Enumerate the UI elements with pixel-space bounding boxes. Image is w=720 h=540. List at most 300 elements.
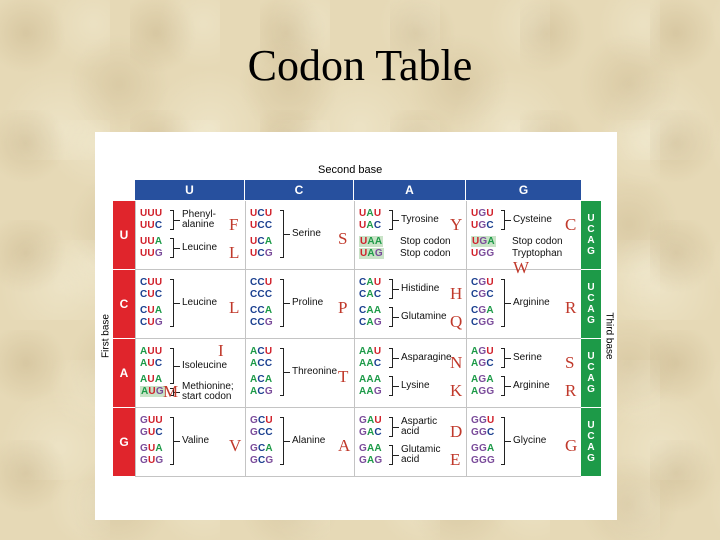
bracket-connector <box>505 303 511 304</box>
amino-acid-label <box>513 215 552 225</box>
nucleotide-u: U <box>140 236 148 247</box>
nucleotide-g: G <box>374 248 383 259</box>
nucleotide-u: U <box>486 277 494 288</box>
one-letter-code-e: E <box>450 450 461 469</box>
nucleotide-g: G <box>478 386 487 397</box>
third-base-letter: U <box>587 351 595 362</box>
nucleotide-a: A <box>154 374 163 385</box>
third-base-letter: C <box>587 362 595 373</box>
codon-gcu <box>250 415 273 426</box>
nucleotide-u: U <box>250 248 258 259</box>
one-letter-code-h: H <box>450 284 463 303</box>
nucleotide-u: U <box>250 236 258 247</box>
nucleotide-u: U <box>373 277 382 288</box>
amino-acid-label <box>513 381 550 391</box>
nucleotide-u: U <box>147 415 156 426</box>
codon-caa <box>359 305 381 316</box>
one-letter-code-q: Q <box>450 312 463 331</box>
first-base-c: C <box>113 270 135 338</box>
codon-cuu <box>140 277 162 288</box>
nucleotide-u: U <box>250 220 258 231</box>
codon-ucu <box>250 208 272 219</box>
nucleotide-g: G <box>373 386 382 397</box>
one-letter-code-l: L <box>229 298 240 317</box>
nucleotide-a: A <box>250 358 258 369</box>
codon-aag <box>359 386 382 397</box>
amino-acid-label <box>182 382 234 402</box>
nucleotide-a: A <box>366 220 374 231</box>
nucleotide-g: G <box>264 317 273 328</box>
codon-uug <box>140 248 163 259</box>
nucleotide-g: G <box>359 415 367 426</box>
codon-ccu <box>250 277 272 288</box>
nucleotide-u: U <box>155 415 163 426</box>
nucleotide-c: C <box>140 317 148 328</box>
nucleotide-u: U <box>486 208 494 219</box>
bracket-connector <box>284 303 290 304</box>
nucleotide-u: U <box>147 346 155 357</box>
nucleotide-g: G <box>264 386 273 397</box>
nucleotide-c: C <box>154 220 163 231</box>
nucleotide-g: G <box>479 236 488 247</box>
nucleotide-a: A <box>264 374 273 385</box>
nucleotide-c: C <box>359 305 367 316</box>
bracket-connector <box>174 441 180 442</box>
nucleotide-u: U <box>264 346 273 357</box>
nucleotide-c: C <box>154 358 163 369</box>
nucleotide-a: A <box>140 346 148 357</box>
one-letter-code-d: D <box>450 422 463 441</box>
nucleotide-u: U <box>359 220 367 231</box>
nucleotide-g: G <box>250 455 258 466</box>
first-base-g: G <box>113 408 135 476</box>
third-base-letter: C <box>587 431 595 442</box>
one-letter-code-n: N <box>450 353 463 372</box>
nucleotide-c: C <box>257 443 266 454</box>
nucleotide-a: A <box>366 208 374 219</box>
nucleotide-u: U <box>147 289 155 300</box>
amino-acid-label-line: acid <box>401 426 420 437</box>
amino-acid-label-line: Tryptophan <box>512 248 563 259</box>
third-base-letter: A <box>587 373 595 384</box>
nucleotide-c: C <box>155 427 163 438</box>
nucleotide-c: C <box>257 317 265 328</box>
nucleotide-a: A <box>366 305 374 316</box>
codon-cua <box>140 305 162 316</box>
nucleotide-g: G <box>359 455 367 466</box>
nucleotide-a: A <box>264 305 273 316</box>
nucleotide-a: A <box>359 386 367 397</box>
codon-gug <box>140 455 163 466</box>
nucleotide-c: C <box>250 305 258 316</box>
amino-acid-label-line: Threonine <box>292 366 338 377</box>
amino-acid-label-line: Glutamine <box>401 311 447 322</box>
amino-acid-label <box>513 436 546 446</box>
nucleotide-u: U <box>472 236 480 247</box>
first-base-label: First base <box>100 314 112 358</box>
amino-acid-label-line: start codon <box>182 391 232 402</box>
nucleotide-u: U <box>147 236 155 247</box>
nucleotide-g: G <box>486 455 495 466</box>
nucleotide-a: A <box>471 358 479 369</box>
third-base-letter: U <box>587 420 595 431</box>
codon-ucc <box>250 220 272 231</box>
nucleotide-c: C <box>359 317 367 328</box>
nucleotide-a: A <box>140 358 148 369</box>
amino-acid-label-line: Aspartic <box>401 416 438 427</box>
nucleotide-u: U <box>147 427 156 438</box>
nucleotide-c: C <box>257 208 265 219</box>
codon-gga <box>471 443 494 454</box>
bracket-connector <box>393 427 399 428</box>
codon-agu <box>471 346 494 357</box>
third-base-letter: A <box>587 304 595 315</box>
amino-acid-label-line: Cysteine <box>513 214 552 225</box>
codon-uca <box>250 236 272 247</box>
one-letter-code-k: K <box>450 381 463 400</box>
nucleotide-g: G <box>359 443 367 454</box>
bracket-connector <box>174 303 180 304</box>
header-corner <box>113 180 135 200</box>
amino-acid-label <box>182 436 209 446</box>
nucleotide-g: G <box>486 248 495 259</box>
nucleotide-c: C <box>264 358 273 369</box>
nucleotide-a: A <box>471 374 479 385</box>
codon-gca <box>250 443 273 454</box>
nucleotide-u: U <box>147 220 155 231</box>
nucleotide-a: A <box>487 236 495 247</box>
nucleotide-a: A <box>366 374 374 385</box>
nucleotide-c: C <box>373 358 382 369</box>
nucleotide-c: C <box>257 346 265 357</box>
codon-uuc <box>140 220 162 231</box>
codon-cgc <box>471 289 494 300</box>
nucleotide-c: C <box>257 236 265 247</box>
codon-gag <box>359 455 382 466</box>
one-letter-code-r: R <box>565 381 577 400</box>
nucleotide-a: A <box>250 346 258 357</box>
nucleotide-g: G <box>250 443 258 454</box>
one-letter-code-m: M <box>163 382 179 401</box>
second-base-header-g: G <box>466 180 581 200</box>
one-letter-code-v: V <box>229 436 242 455</box>
nucleotide-u: U <box>147 305 155 316</box>
amino-acid-label-line: Isoleucine <box>182 360 228 371</box>
nucleotide-a: A <box>359 374 367 385</box>
codon-aga <box>471 374 494 385</box>
codon-agc <box>471 358 494 369</box>
third-base-letter: A <box>587 442 595 453</box>
nucleotide-u: U <box>486 415 495 426</box>
nucleotide-c: C <box>257 277 265 288</box>
nucleotide-g: G <box>140 427 148 438</box>
nucleotide-g: G <box>478 220 487 231</box>
codon-uuu <box>140 208 162 219</box>
one-letter-code-g: G <box>565 436 578 455</box>
codon-acu <box>250 346 272 357</box>
nucleotide-u: U <box>147 374 155 385</box>
nucleotide-a: A <box>366 427 375 438</box>
amino-acid-label-line: Alanine <box>292 435 326 446</box>
nucleotide-c: C <box>265 427 273 438</box>
nucleotide-u: U <box>373 208 382 219</box>
nucleotide-g: G <box>373 317 382 328</box>
codon-cug <box>140 317 163 328</box>
nucleotide-u: U <box>154 277 163 288</box>
codon-aua <box>140 374 162 385</box>
nucleotide-c: C <box>257 248 265 259</box>
amino-acid-label <box>513 298 550 308</box>
nucleotide-c: C <box>257 220 265 231</box>
nucleotide-c: C <box>264 289 273 300</box>
third-base-letter: C <box>587 224 595 235</box>
one-letter-code-s: S <box>565 353 575 372</box>
codon-aug <box>140 386 165 397</box>
nucleotide-g: G <box>154 248 163 259</box>
nucleotide-g: G <box>264 248 273 259</box>
nucleotide-c: C <box>140 289 148 300</box>
codon-ggc <box>471 427 494 438</box>
nucleotide-u: U <box>486 346 494 357</box>
bracket-connector <box>393 358 399 359</box>
nucleotide-c: C <box>257 386 265 397</box>
nucleotide-c: C <box>257 427 266 438</box>
nucleotide-a: A <box>374 443 382 454</box>
amino-acid-label-line: Valine <box>182 435 210 446</box>
nucleotide-g: G <box>471 443 479 454</box>
one-letter-code-l: L <box>229 243 240 262</box>
amino-acid-label <box>182 298 217 308</box>
nucleotide-g: G <box>478 305 487 316</box>
nucleotide-u: U <box>147 248 155 259</box>
codon-cau <box>359 277 381 288</box>
nucleotide-g: G <box>478 346 487 357</box>
nucleotide-c: C <box>250 317 258 328</box>
third-base-column-g <box>581 408 601 476</box>
nucleotide-a: A <box>486 443 495 454</box>
nucleotide-a: A <box>366 386 374 397</box>
second-base-header-a: A <box>354 180 465 200</box>
bracket-connector <box>505 386 511 387</box>
amino-acid-label <box>401 312 447 322</box>
nucleotide-a: A <box>373 305 382 316</box>
nucleotide-g: G <box>140 443 148 454</box>
amino-acid-label-line: Methionine; <box>182 381 234 392</box>
amino-acid-label-line: Stop codon <box>512 236 563 247</box>
bracket-connector <box>505 441 511 442</box>
nucleotide-u: U <box>374 415 382 426</box>
third-base-column-u <box>581 201 601 269</box>
nucleotide-g: G <box>471 455 479 466</box>
codon-auc <box>140 358 162 369</box>
amino-acid-label-line: Leucine <box>182 242 218 253</box>
third-base-letter: U <box>587 282 595 293</box>
nucleotide-c: C <box>359 289 367 300</box>
codon-uac <box>359 220 381 231</box>
nucleotide-u: U <box>147 317 155 328</box>
nucleotide-c: C <box>471 305 479 316</box>
codon-cuc <box>140 289 162 300</box>
codon-aac <box>359 358 381 369</box>
nucleotide-a: A <box>486 374 494 385</box>
nucleotide-g: G <box>478 289 487 300</box>
amino-acid-label <box>401 284 439 294</box>
codon-gau <box>359 415 382 426</box>
codon-cag <box>359 317 382 328</box>
nucleotide-c: C <box>359 277 367 288</box>
nucleotide-g: G <box>265 455 274 466</box>
third-base-letter: A <box>587 235 595 246</box>
nucleotide-g: G <box>140 455 148 466</box>
nucleotide-g: G <box>478 415 487 426</box>
nucleotide-c: C <box>257 305 265 316</box>
amino-acid-label-line: Glutamic <box>401 444 441 455</box>
nucleotide-c: C <box>486 289 494 300</box>
nucleotide-c: C <box>373 289 382 300</box>
amino-acid-label-line: Lysine <box>401 380 430 391</box>
nucleotide-c: C <box>486 427 495 438</box>
first-base-u: U <box>113 201 135 269</box>
bracket-connector <box>284 441 290 442</box>
amino-acid-label <box>401 215 439 225</box>
codon-ugu <box>471 208 494 219</box>
nucleotide-u: U <box>250 208 258 219</box>
amino-acid-label <box>512 237 563 247</box>
nucleotide-u: U <box>154 208 163 219</box>
codon-aaa <box>359 374 381 385</box>
third-base-letter: G <box>587 315 595 326</box>
amino-acid-label-line: Histidine <box>401 283 440 294</box>
nucleotide-a: A <box>366 277 374 288</box>
nucleotide-g: G <box>478 358 487 369</box>
nucleotide-a: A <box>471 386 479 397</box>
amino-acid-label <box>182 243 217 253</box>
nucleotide-g: G <box>478 455 487 466</box>
codon-ucg <box>250 248 273 259</box>
nucleotide-u: U <box>147 208 155 219</box>
third-base-column-a <box>581 339 601 407</box>
second-base-header-u: U <box>135 180 244 200</box>
nucleotide-a: A <box>359 358 367 369</box>
nucleotide-a: A <box>265 443 273 454</box>
codon-cac <box>359 289 381 300</box>
amino-acid-label <box>292 367 337 377</box>
nucleotide-g: G <box>478 208 487 219</box>
nucleotide-u: U <box>471 208 479 219</box>
nucleotide-c: C <box>154 289 163 300</box>
nucleotide-u: U <box>154 346 163 357</box>
amino-acid-label <box>400 249 451 259</box>
nucleotide-c: C <box>471 317 479 328</box>
codon-cca <box>250 305 272 316</box>
nucleotide-u: U <box>264 277 273 288</box>
nucleotide-c: C <box>486 220 494 231</box>
amino-acid-label-line: Stop codon <box>400 236 451 247</box>
amino-acid-label-line: Asparagine <box>401 352 452 363</box>
nucleotide-g: G <box>486 317 495 328</box>
bracket-connector <box>393 455 399 456</box>
codon-aca <box>250 374 272 385</box>
nucleotide-a: A <box>154 305 163 316</box>
nucleotide-g: G <box>478 277 487 288</box>
first-base-a: A <box>113 339 135 407</box>
bracket-connector <box>393 317 399 318</box>
nucleotide-u: U <box>360 236 368 247</box>
second-base-header-c: C <box>245 180 353 200</box>
nucleotide-a: A <box>367 248 375 259</box>
nucleotide-a: A <box>154 236 163 247</box>
nucleotide-u: U <box>140 220 148 231</box>
one-letter-code-p: P <box>338 298 348 317</box>
third-base-letter: G <box>587 246 595 257</box>
codon-auu <box>140 346 162 357</box>
third-base-letter: C <box>587 293 595 304</box>
one-letter-code-y: Y <box>450 215 463 234</box>
nucleotide-a: A <box>366 455 375 466</box>
second-base-label: Second base <box>318 164 383 176</box>
nucleotide-c: C <box>486 358 494 369</box>
amino-acid-label-line: Glycine <box>513 435 547 446</box>
amino-acid-label-line: Phenyl- <box>182 209 216 220</box>
nucleotide-g: G <box>140 415 148 426</box>
codon-acc <box>250 358 272 369</box>
amino-acid-label-line: Serine <box>513 352 542 363</box>
nucleotide-g: G <box>250 427 258 438</box>
nucleotide-g: G <box>471 415 479 426</box>
amino-acid-label <box>401 417 437 437</box>
nucleotide-u: U <box>147 358 155 369</box>
bracket-connector <box>505 358 511 359</box>
amino-acid-label-line: alanine <box>182 219 215 230</box>
codon-ggu <box>471 415 494 426</box>
nucleotide-u: U <box>147 277 155 288</box>
nucleotide-g: G <box>478 427 487 438</box>
nucleotide-u: U <box>264 208 273 219</box>
nucleotide-c: C <box>257 374 265 385</box>
nucleotide-a: A <box>264 236 273 247</box>
nucleotide-g: G <box>155 386 164 397</box>
slide-title: Codon Table <box>247 41 473 90</box>
nucleotide-a: A <box>250 374 258 385</box>
nucleotide-a: A <box>471 346 479 357</box>
nucleotide-a: A <box>366 415 375 426</box>
nucleotide-a: A <box>373 374 382 385</box>
nucleotide-a: A <box>250 386 258 397</box>
amino-acid-label-line: Leucine <box>182 297 218 308</box>
amino-acid-label-line: Stop codon <box>400 248 451 259</box>
nucleotide-a: A <box>155 443 163 454</box>
codon-guc <box>140 427 163 438</box>
nucleotide-c: C <box>373 220 382 231</box>
bracket-connector <box>505 220 511 221</box>
nucleotide-u: U <box>140 248 148 259</box>
amino-acid-label <box>401 445 440 465</box>
amino-acid-label-line: Serine <box>292 228 321 239</box>
one-letter-code-s: S <box>338 229 348 248</box>
one-letter-code-a: A <box>338 436 351 455</box>
nucleotide-a: A <box>486 305 494 316</box>
bracket-connector <box>174 366 180 367</box>
codon-gua <box>140 443 163 454</box>
nucleotide-c: C <box>140 277 148 288</box>
bracket-connector <box>284 234 290 235</box>
bracket-connector <box>284 372 290 373</box>
codon-cgu <box>471 277 494 288</box>
nucleotide-a: A <box>140 374 148 385</box>
third-base-column-c <box>581 270 601 338</box>
amino-acid-label-line: Arginine <box>513 380 550 391</box>
nucleotide-c: C <box>257 415 266 426</box>
